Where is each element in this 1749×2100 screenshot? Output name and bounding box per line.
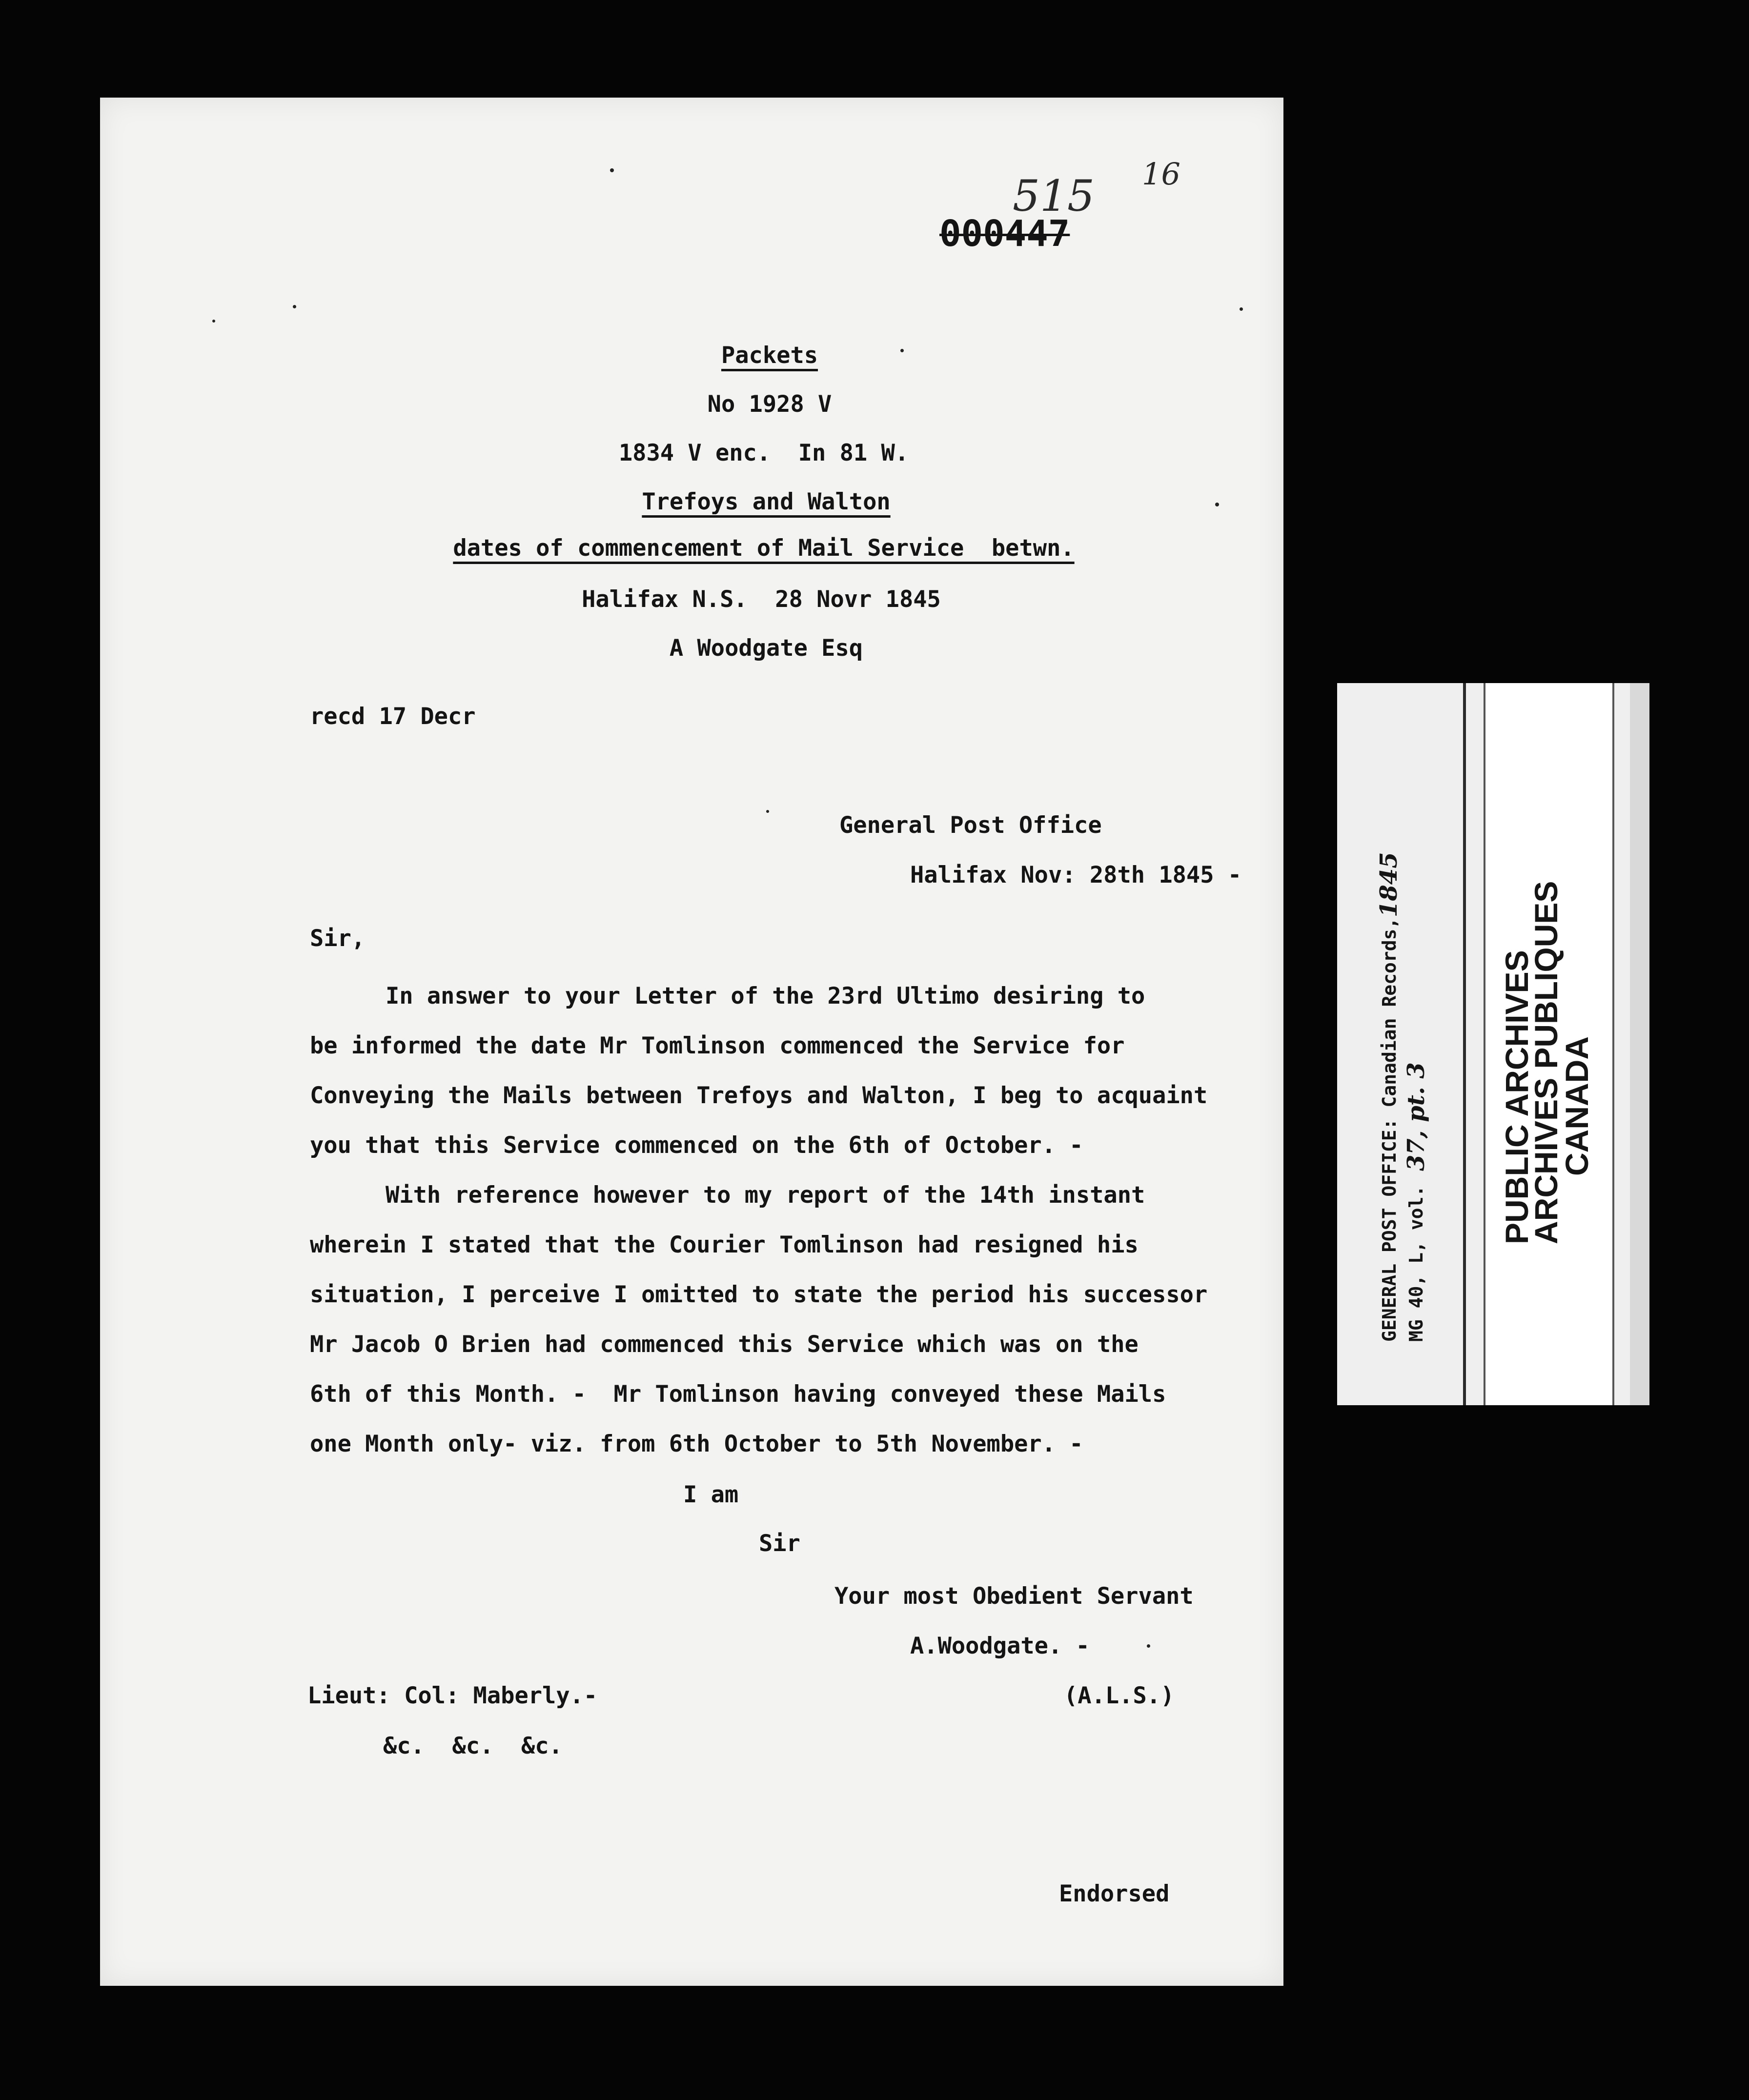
header-route: Trefoys and Walton [642,488,891,515]
header-number: No 1928 V [707,391,832,418]
closing-servant: Your most Obedient Servant [834,1583,1194,1610]
dust-speck [212,320,215,323]
archive-stamp-line-2: ARCHIVES PUBLIQUES [1528,881,1564,1244]
handwritten-ref-number: 515 [1013,171,1095,221]
body-line: one Month only- viz. from 6th October to 5th November. - [310,1431,1083,1457]
body-line: you that this Service commenced on the 6th of October. - [310,1132,1083,1159]
dust-speck [766,810,769,813]
salutation: Sir, [310,925,366,952]
header-enclosure: 1834 V enc. In 81 W. [618,440,909,466]
document-page [100,98,1283,1986]
body-line: Mr Jacob O Brien had commenced this Service which was on the [310,1331,1139,1358]
header-subject: Packets [721,342,818,369]
body-line: 6th of this Month. - Mr Tomlinson having conveyed these Mails [310,1381,1166,1408]
dust-speck [1147,1644,1150,1648]
endorsed-note: Endorsed [1059,1880,1170,1907]
body-line: With reference however to my report of the 14th instant [386,1182,1145,1209]
archive-line-2: MG 40, L, vol. [1405,1185,1427,1342]
dust-speck [900,349,904,352]
received-note: recd 17 Decr [310,703,476,730]
closing-i-am: I am [683,1481,739,1508]
closing-als: (A.L.S.) [1064,1682,1175,1709]
address-office: General Post Office [839,812,1102,839]
recipient-name: Lieut: Col: Maberly.- [307,1682,598,1709]
stamped-ref-number: 000447 [939,213,1070,255]
label-edge [1630,683,1649,1405]
archive-line-2-handwritten: 37, pt. 3 [1403,1062,1430,1171]
body-line: wherein I stated that the Courier Tomlinson had resigned his [310,1232,1139,1258]
label-divider [1463,683,1466,1405]
archive-line-1: GENERAL POST OFFICE: Canadian Records, [1379,917,1400,1342]
body-line: In answer to your Letter of the 23rd Ultimo desiring to [386,983,1145,1010]
header-origin: Halifax N.S. 28 Novr 1845 [582,586,941,613]
dust-speck [1215,503,1219,506]
closing-signature: A.Woodgate. - [910,1633,1090,1659]
dust-speck [293,305,296,308]
header-sender: A Woodgate Esq [669,635,863,662]
archive-stamp-line-1: PUBLIC ARCHIVES [1499,950,1535,1244]
recipient-etc: &c. &c. &c. [383,1733,563,1759]
handwritten-small-number: 16 [1142,156,1180,192]
body-line: situation, I perceive I omitted to state the period his successor [310,1281,1208,1308]
archive-stamp-line-3: CANADA [1559,1036,1595,1176]
archive-line-1-handwritten: 1845 [1375,852,1403,917]
archive-label [1337,683,1649,1405]
address-date: Halifax Nov: 28th 1845 - [910,862,1242,888]
closing-sir: Sir [759,1530,800,1557]
body-line: be informed the date Mr Tomlinson commenced the Service for [310,1032,1125,1059]
dust-speck [1240,307,1243,311]
dust-speck [610,168,614,172]
header-topic: dates of commencement of Mail Service betwn. [453,535,1075,562]
body-line: Conveying the Mails between Trefoys and Walton, I beg to acquaint [310,1082,1208,1109]
